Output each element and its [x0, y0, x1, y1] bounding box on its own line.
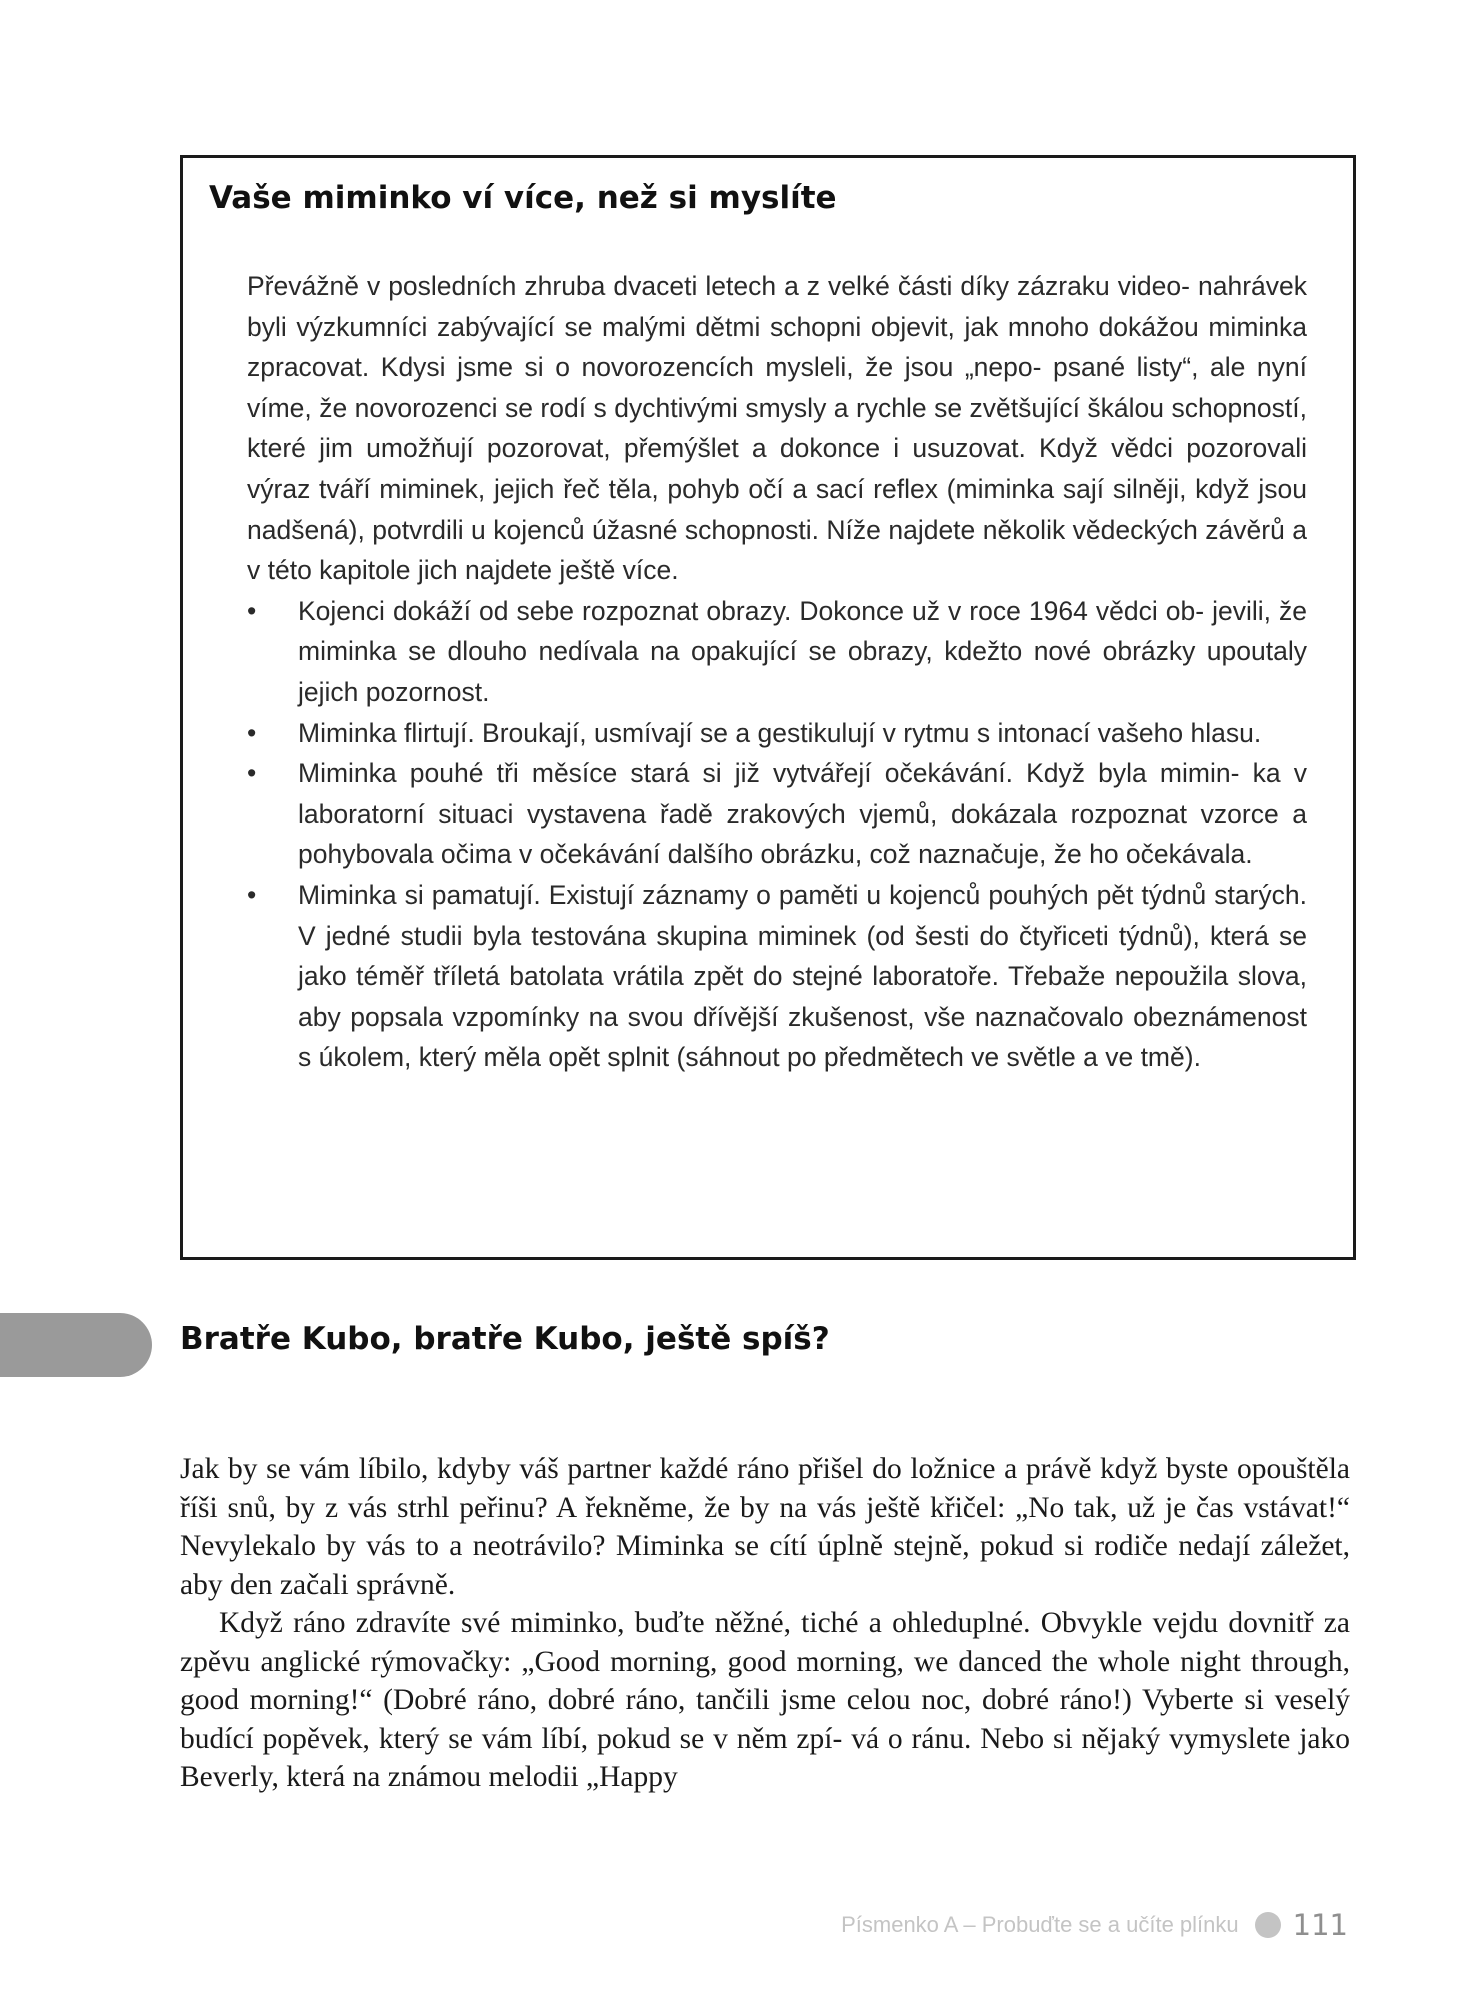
- text-line: po předmětech ve světle a ve tmě).: [787, 1042, 1201, 1073]
- text-line: hlasu.: [1190, 717, 1262, 748]
- text-line: Převážně v posledních zhruba dvaceti letech a z velké části díky zázraku video-: [247, 271, 1190, 301]
- text-line: i usuzovat. Když vědci pozorovali výraz tváří miminek, jejich řeč těla, pohyb očí: [247, 433, 1307, 504]
- list-item: [247, 875, 1307, 1078]
- bullet-icon: •: [247, 879, 257, 910]
- text-line: si rodiče nedají záležet, aby den začali správně.: [180, 1530, 1350, 1601]
- text-line: Miminka si pamatují. Existují záznamy o paměti u kojenců pouhých pět týdnů: [298, 879, 1207, 910]
- text-line: týdnů), která se jako téměř tříletá batolata vrátila zpět do stejné laboratoře.: [298, 920, 1307, 992]
- page-footer: [841, 1908, 1348, 1942]
- findings-list: [247, 591, 1307, 1078]
- text-line: a sací reflex (miminka sají silněji, když jsou nadšená), potvrdili u kojenců úžasné: [247, 473, 1307, 545]
- text-line: je čas vstávat!“ Nevylekalo by vás to a neotrávilo? Miminka se cítí úplně stejně, pokud: [180, 1491, 1351, 1562]
- list-item: [247, 713, 1307, 754]
- text-line: vá o ránu. Nebo si nějaký vymyslete jako Beverly, která na známou melodii „Happy: [180, 1722, 1351, 1793]
- text-line: opouštěla říši snů, by z vás strhl peřinu? A řekněme, že by na vás ještě křičel: „No tak, už: [180, 1453, 1351, 1524]
- text-line: ka v laboratorní situaci vystavena řadě zrakových vjemů, dokázala rozpoznat: [298, 758, 1307, 829]
- text-line: Třebaže nepoužila slova, aby popsala vzpomínky na svou dřívější zkušenost,: [298, 961, 1307, 1032]
- section-title: Bratře Kubo, bratře Kubo, ještě spíš?: [180, 1321, 830, 1357]
- bullet-icon: •: [247, 717, 257, 748]
- text-line: whole night through, good morning!“ (Dobré ráno, dobré ráno, tančili jsme celou noc,: [180, 1645, 1351, 1716]
- text-line: zvětšující škálou schopností, které jim umožňují pozorovat, přemýšlet a dokonce: [247, 392, 1307, 464]
- text-line: dobré ráno!) Vyberte si veselý budící popěvek, který se vám líbí, pokud se v něm zpí-: [180, 1684, 1351, 1755]
- text-line: obrázky upoutaly jejich pozornost.: [298, 636, 1307, 707]
- text-line: nahrávek byli výzkumníci zabývající se malými dětmi schopni objevit, jak mnoho: [247, 271, 1307, 342]
- list-item: [247, 753, 1307, 875]
- text-line: Jak by se vám líbilo, kdyby váš partner každé ráno přišel do ložnice a právě když byste: [180, 1453, 1229, 1485]
- text-line: Miminka pouhé tři měsíce stará si již vytvářejí očekávání. Když byla mimin-: [298, 758, 1240, 789]
- bullet-icon: •: [247, 595, 257, 626]
- text-line: ho očekávala.: [1089, 839, 1253, 870]
- text-line: vše naznačovalo obeznámenost s úkolem, který měla opět splnit (sáhnout: [298, 1001, 1307, 1073]
- text-line: jevili, že miminka se dlouho nedívala na opakující se obrazy, kdežto nové: [298, 595, 1307, 667]
- text-line: dovnitř za zpěvu anglické rýmovačky: „Good morning, good morning, we danced the: [180, 1607, 1350, 1678]
- text-line: ještě více.: [559, 555, 679, 586]
- circle-icon: [1255, 1912, 1281, 1938]
- sidebar-box: [180, 155, 1356, 1260]
- text-line: vzorce a pohybovala očima v očekávání dalšího obrázku, což naznačuje, že: [298, 798, 1307, 870]
- text-line: Miminka flirtují. Broukají, usmívají se a gestikulují v rytmu s intonací vašeho: [298, 717, 1184, 748]
- box-intro-paragraph: [247, 266, 1307, 591]
- text-line: Kojenci dokáží od sebe rozpoznat obrazy. Dokonce už v roce 1964 vědci ob-: [298, 595, 1205, 626]
- running-title: Písmenko A – Probuďte se a učíte plínku: [841, 1912, 1239, 1937]
- text-line: dokážou miminka zpracovat. Kdysi jsme si o novorozencích mysleli, že jsou „nepo-: [247, 311, 1308, 383]
- text-line: schopnosti. Níže najdete několik vědeckých závěrů a v této kapitole jich najdete: [247, 514, 1307, 586]
- chapter-tab-marker: [0, 1313, 152, 1377]
- bullet-icon: •: [247, 758, 257, 789]
- main-text: [180, 1450, 1350, 1797]
- paragraph: [180, 1604, 1350, 1797]
- box-title: Vaše miminko ví více, než si myslíte: [209, 180, 837, 216]
- text-line: psané listy“, ale nyní víme, že novorozenci se rodí s dychtivými smysly a rychle se: [247, 352, 1307, 423]
- text-line: starých. V jedné studii byla testována skupina miminek (od šesti do čtyřiceti: [298, 879, 1307, 951]
- list-item: [247, 591, 1307, 713]
- paragraph: [180, 1450, 1350, 1604]
- box-body: [247, 266, 1307, 1078]
- page-number: 111: [1292, 1908, 1348, 1942]
- text-line: Když ráno zdravíte své miminko, buďte něžné, tiché a ohleduplné. Obvykle vejdu: [219, 1607, 1219, 1639]
